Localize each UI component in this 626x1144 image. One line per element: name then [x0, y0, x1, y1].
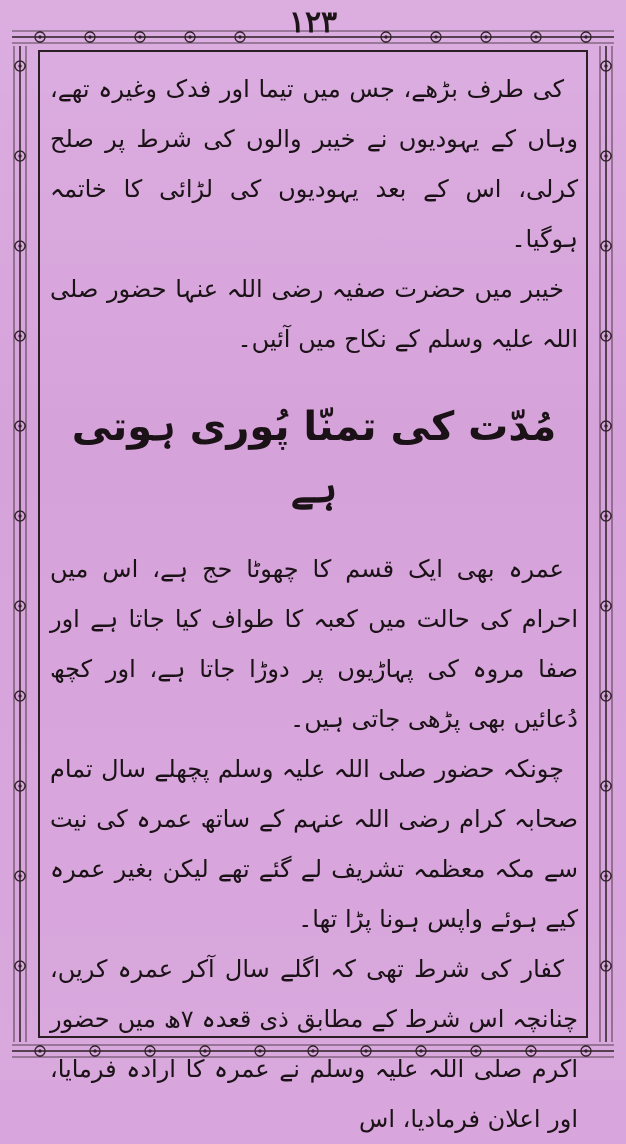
- page-content: [50, 64, 578, 1133]
- section-heading: مُدّت کی تمنّا پُوری ہوتی ہے: [71, 404, 557, 512]
- paragraph-previous-year: چونکہ حضور صلی اللہ علیہ وسلم پچھلے سال تمام صحابہ کرام رضی اللہ عنہم کے ساتھ عمرہ کی نیت سے مکہ معظمہ تشریف لے گئے تھے لیکن بغیر عمرہ کیے ہوئے واپس ہونا پڑا تھا۔: [50, 755, 578, 933]
- paragraph-safiyya-marriage: خیبر میں حضرت صفیہ رضی اللہ عنہا حضور صلی اللہ علیہ وسلم کے نکاح میں آئیں۔: [50, 275, 578, 353]
- right-decorative-border: [596, 46, 616, 1042]
- left-decorative-border: [10, 46, 30, 1042]
- paragraph-khaybar-conclusion: کی طرف بڑھے، جس میں تیما اور فدک وغیرہ تھے، وہاں کے یہودیوں نے خیبر والوں کی شرط پر صلح کرلی، اس کے بعد یہودیوں کی لڑائی کا خاتمہ ہوگیا۔: [50, 75, 578, 253]
- paragraph-umrah-definition: عمرہ بھی ایک قسم کا چھوٹا حج ہے، اس میں احرام کی حالت میں کعبہ کا طواف کیا جاتا ہے اور صفا مروہ کی پہاڑیوں پر دوڑا جاتا ہے، اور کچھ دُعائیں بھی پڑھی جاتی ہیں۔: [50, 555, 578, 733]
- page-number: ۱۲۳: [288, 5, 338, 40]
- paragraph-umrah-announcement: کفار کی شرط تھی کہ اگلے سال آکر عمرہ کریں، چنانچہ اس شرط کے مطابق ذی قعدہ ۷ھ میں حضور اکرم صلی اللہ علیہ وسلم نے عمرہ کا ارادہ فرمایا، اور اعلان فرمادیا، اس: [50, 955, 578, 1133]
